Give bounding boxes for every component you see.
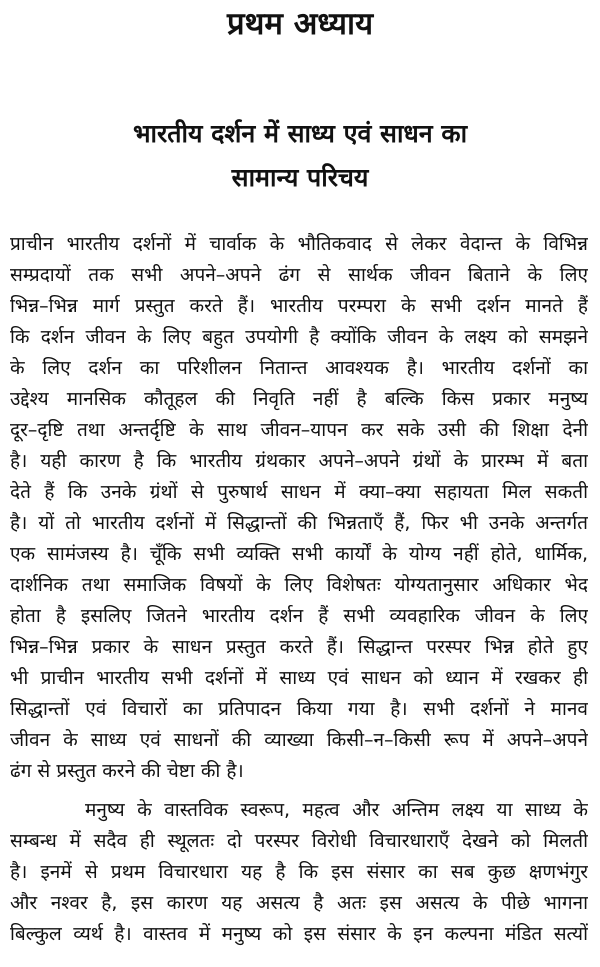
body-text-line: है। इनमें से प्रथम विचारधारा यह है कि इस संसार का सब कुछ क्षणभंगुर <box>10 861 588 883</box>
body-text-line: एक सामंजस्य है। चूँकि सभी व्यक्ति सभी कार्यों के योग्य नहीं होते, धार्मिक, <box>10 543 588 565</box>
body-text-line: मनुष्य के वास्तविक स्वरूप, महत्व और अन्तिम लक्ष्य या साध्य के <box>85 799 588 821</box>
chapter-heading: प्रथम अध्याय <box>226 6 374 42</box>
body-text-line: सम्प्रदायों तक सभी अपने–अपने ढंग से सार्थक जीवन बिताने के लिए <box>10 264 588 286</box>
body-text-line: ढंग से प्रस्तुत करने की चेष्टा की है। <box>10 760 244 782</box>
body-text-line: भिन्न–भिन्न प्रकार के साधन प्रस्तुत करते हैं। सिद्धान्त परस्पर भिन्न होते हुए <box>10 636 588 658</box>
section-title-line-1: भारतीय दर्शन में साध्य एवं साधन का <box>132 119 468 148</box>
body-text-line: भिन्न–भिन्न मार्ग प्रस्तुत करते हैं। भारतीय परम्परा के सभी दर्शन मानते हैं <box>10 295 588 317</box>
section-title-line-2: सामान्य परिचय <box>231 163 369 192</box>
body-text-line: सम्बन्ध में सदैव ही स्थूलतः दो परस्पर विरोधी विचारधाराएँ देखने को मिलती <box>10 830 588 852</box>
body-text-line: होता है इसलिए जितने भारतीय दर्शन हैं सभी व्यवहारिक जीवन के लिए <box>10 605 588 627</box>
body-text-line: प्राचीन भारतीय दर्शनों में चार्वाक के भौतिकवाद से लेकर वेदान्त के विभिन्न <box>10 233 588 255</box>
body-text-line: के लिए दर्शन का परिशीलन नितान्त आवश्यक है। भारतीय दर्शनों का <box>10 357 588 379</box>
body-text-line: दूर–दृष्टि तथा अन्तर्दृष्टि के साथ जीवन–यापन कर सके उसी की शिक्षा देनी <box>10 419 588 441</box>
body-text-line: है। यों तो भारतीय दर्शनों में सिद्धान्तों की भिन्नताएँ हैं, फिर भी उनके अन्तर्गत <box>10 512 588 534</box>
body-text-line: कि दर्शन जीवन के लिए बहुत उपयोगी है क्योंकि जीवन के लक्ष्य को समझने <box>10 326 588 348</box>
body-text-line: उद्देश्य मानसिक कौतूहल की निवृति नहीं है बल्कि किस प्रकार मनुष्य <box>10 388 588 410</box>
body-text-line: और नश्वर है, इस कारण यह असत्य है अतः इस असत्य के पीछे भागना <box>10 892 588 914</box>
body-text-line: दार्शनिक तथा समाजिक विषयों के लिए विशेषतः योग्यतानुसार अधिकार भेद <box>10 574 588 596</box>
body-text-line: जीवन के साध्य एवं साधनों की व्याख्या किसी–न–किसी रूप में अपने–अपने <box>10 729 588 751</box>
body-text-line: भी प्राचीन भारतीय सभी दर्शनों में साध्य एवं साधन को ध्यान में रखकर ही <box>10 667 588 689</box>
body-text-line: देते हैं कि उनके ग्रंथों से पुरुषार्थ साधन में क्या–क्या सहायता मिल सकती <box>10 481 588 503</box>
body-text-line: है। यही कारण है कि भारतीय ग्रंथकार अपने–अपने ग्रंथों के प्रारम्भ में बता <box>10 450 588 472</box>
body-text-line: बिल्कुल व्यर्थ है। वास्तव में मनुष्य को इस संसार के इन कल्पना मंडित सत्यों <box>10 923 588 945</box>
body-text-line: सिद्धान्तों एवं विचारों का प्रतिपादन किया गया है। सभी दर्शनों ने मानव <box>10 698 588 720</box>
